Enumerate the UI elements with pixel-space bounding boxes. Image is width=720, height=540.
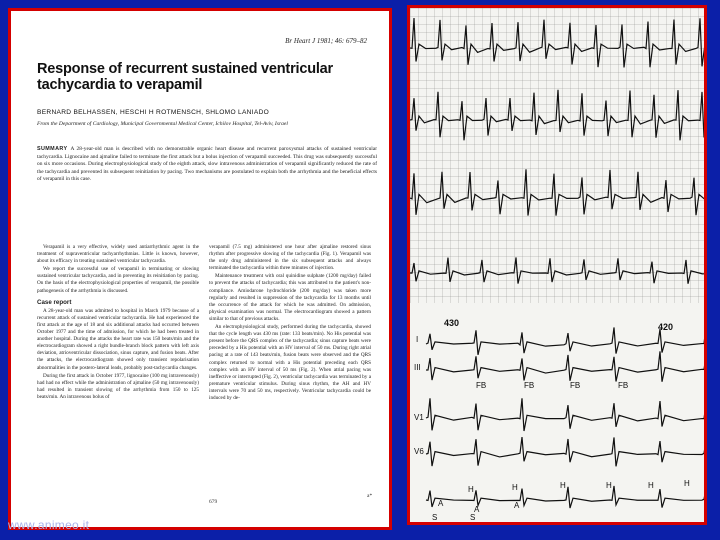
lead-label-v1: V1	[414, 413, 424, 422]
article-title: Response of recurrent sustained ventricular tachycardia to verapamil	[37, 61, 333, 93]
page-number: 679	[209, 499, 218, 505]
atrial-label-1: A	[438, 499, 444, 508]
lead-label-v6: V6	[414, 447, 424, 456]
intro-paragraph-2: We report the successful use of verapamil in terminating or slowing sustained ventricular tachycardia, and in preventing its reinitiation by pacing. On the basis of the electrophysiological properties of verapamil, the possible pathogenesis of the arrhythmia is discussed.	[37, 266, 199, 294]
his-label-6: H	[684, 479, 690, 488]
article-page	[8, 8, 392, 530]
col2-paragraph-2: Maintenance treatment with oral quinidine sulphate (1200 mg/day) failed to prevent the attacks of tachycardia; this was attributed to the patient's non-compliance. Amiodarone hydrochloride (200 mg/day) was taken more regularly and resulted in suppression of the tachycardia for 13 months until the occurrence of the attack for which he was admitted. On admission, physical examination was normal. The electrocardiogram showed a pattern similar to that of previous attacks.	[209, 273, 371, 322]
fusion-beat-label-3: FB	[570, 381, 581, 390]
his-label-3: H	[560, 481, 566, 490]
his-label-5: H	[648, 481, 654, 490]
journal-citation: Br Heart J 1981; 46: 679–82	[285, 37, 367, 45]
fusion-beat-label-4: FB	[618, 381, 629, 390]
lead-trace-iii	[426, 351, 704, 381]
ecg-grid-background	[410, 8, 704, 303]
lead-label-i: I	[416, 335, 419, 344]
col2-paragraph-3: An electrophysiological study, performed during the tachycardia, showed that the cycle length was 430 ms (rate: 133 beats/min). No His potential was present before the QRS complex of the tachycardia; sinus capture beats were preceded by a His potential with an HV interval of 50 ms. During right atrial pacing at a rate of 143 beats/min, fusion beats were observed and the QRS complex returned to normal with a His potential preceding each QRS complex with an HV interval of 50 ms (Fig. 2). When atrial pacing was ineffective or interrupted (Fig. 2), ventricular tachycardia was terminated by a premature ventricular stimulus. During sinus rhythm, the AH and HV intervals were 70 and 50 ms, respectively. Ventricular tachycardia could be induced by de-	[209, 324, 371, 401]
atrial-label-3: A	[514, 501, 520, 510]
footer-mark: a*	[367, 493, 373, 499]
lead-trace-v6	[426, 437, 704, 467]
ecg-figure	[407, 5, 707, 525]
his-label-4: H	[606, 481, 612, 490]
lead-label-iii: III	[414, 363, 421, 372]
article-column-right	[209, 244, 371, 403]
watermark: www.animeo.it	[8, 518, 90, 532]
article-summary	[37, 146, 377, 184]
cycle-length-label-2: 420	[658, 322, 674, 332]
case-report-heading: Case report	[37, 298, 72, 306]
stimulus-label-2: S	[470, 513, 476, 522]
case-paragraph-2: During the first attack in October 1977, lignocaine (100 mg intravenously) had had no effect while the administration of ajmaline (50 mg intravenously) had resulted in transient slowing of the arrhythmia from 150 to 125 beats/min. An intravenous bolus of	[37, 372, 199, 400]
summary-label: SUMMARY	[37, 146, 68, 152]
his-label-2: H	[512, 483, 518, 492]
case-paragraph-1: A 28-year-old man was admitted to hospital in March 1979 because of a recurrent attack of sustained ventricular tachycardia. He had experienced the first attack at the age of 18 and six additional attacks had occurred between October 1977 and the time of admission, for which he had been treated in another hospital. During the attacks the heart rate was 150 beats/min and the electrocardiogram showed a right bundle-branch block pattern with left axis deviation, atrioventricular dissociation, sinus capture, and fusion beats. After the attacks, the electrocardiogram showed only transient repolarisation abnormalities in the postero-lateral leads, probably post-tachycardia changes.	[37, 307, 199, 371]
cycle-length-label-1: 430	[444, 318, 460, 328]
article-affiliation: From the Department of Cardiology, Municipal Governmental Medical Center, Ichilov Hospital, Tel-Aviv, Israel	[37, 121, 288, 127]
summary-text: A 28-year-old man is described with no demonstrable organic heart disease and recurrent paroxysmal attacks of sustained ventricular tachycardia. Lignocaine and ajmaline failed to terminate the first attack but a bolus injection of verapamil succeeded. This drug was subsequently successful on six more occasions. During electrophysiological study of the eighth attack, slow intravenous administration of verapamil significantly reduced the rate of the tachycardia and prevented its subsequent reinitiation by pacing. Two mechanisms are postulated to explain both the arrhythmia and the beneficial effects of verapamil in this case.	[37, 146, 377, 183]
intro-paragraph-1: Verapamil is a very effective, widely used antiarrhythmic agent in the treatment of supraventricular tachyarrhythmias. Little is known, however, about its efficacy in treating sustained ventricular tachycardia.	[37, 244, 199, 265]
atrial-label-2: A	[474, 505, 480, 514]
ecg-strips-svg	[410, 8, 704, 522]
lead-trace-v1	[426, 398, 704, 431]
article-column-left	[37, 244, 199, 402]
article-authors: BERNARD BELHASSEN, HESCHI H ROTMENSCH, SHLOMO LANIADO	[37, 109, 270, 116]
stimulus-label-1: S	[432, 513, 438, 522]
fusion-beat-label-2: FB	[524, 381, 535, 390]
his-label-1: H	[468, 485, 474, 494]
fusion-beat-label-1: FB	[476, 381, 487, 390]
col2-paragraph-1: verapamil (7.5 mg) administered one hour after ajmaline restored sinus rhythm after progressive slowing of the tachycardia (Fig. 1). Verapamil was the only drug administered in the six subsequent attacks and always terminated the tachycardia within three minutes of injection.	[209, 244, 371, 272]
